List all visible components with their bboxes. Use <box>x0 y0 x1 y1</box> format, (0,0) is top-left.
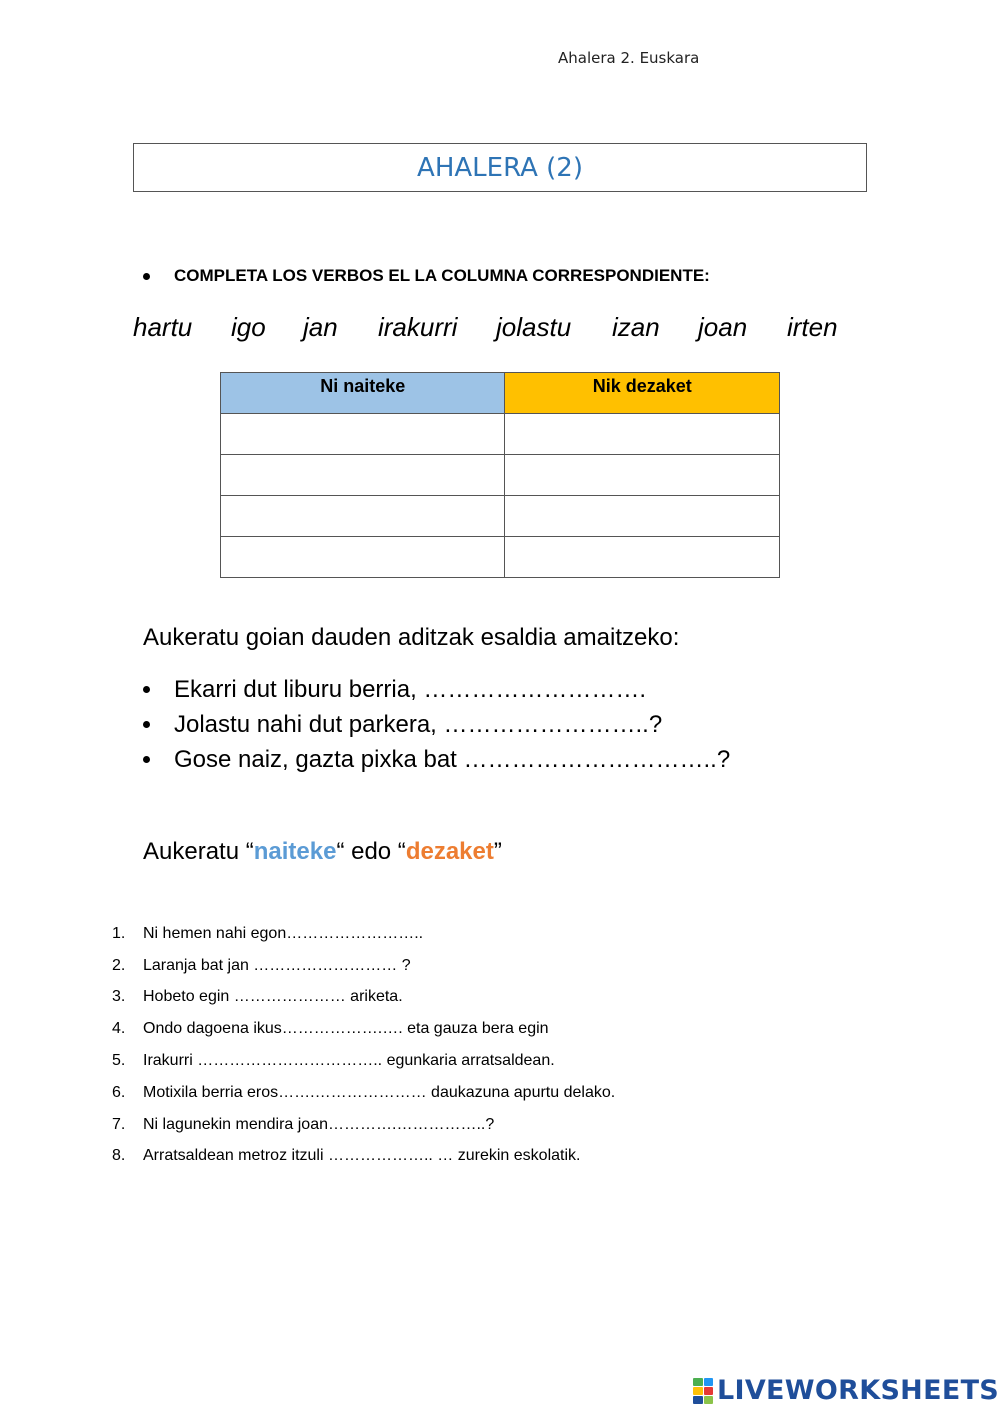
list-item <box>112 918 615 950</box>
verb-word[interactable]: hartu <box>133 312 193 342</box>
drop-cell-naiteke[interactable] <box>221 455 505 496</box>
highlight-dezaket: dezaket <box>405 838 494 865</box>
drop-cell-naiteke[interactable] <box>221 496 505 537</box>
item-number: 1. <box>112 924 126 942</box>
list-item <box>112 1045 615 1077</box>
item-number: 8. <box>112 1147 126 1165</box>
verb-word[interactable]: joan <box>698 312 748 342</box>
logo-icon <box>693 1378 713 1404</box>
sentence-text[interactable]: Gose naiz, gazta pixka bat …………………………..? <box>174 745 731 773</box>
drop-cell-dezaket[interactable] <box>505 455 780 496</box>
brand-name: LIVEWORKSHEETS <box>717 1375 1000 1406</box>
item-number: 3. <box>112 988 126 1006</box>
exercise-text[interactable]: Laranja bat jan ……………………… ? <box>143 956 411 974</box>
list-item <box>112 1013 615 1045</box>
drop-cell-dezaket[interactable] <box>505 537 780 578</box>
title-box <box>133 143 867 192</box>
verb-word[interactable]: irakurri <box>378 312 458 342</box>
drop-cell-dezaket[interactable] <box>505 414 780 455</box>
list-item <box>143 672 730 707</box>
verb-sort-table <box>220 372 780 578</box>
exercise-list <box>112 918 615 1172</box>
verb-word[interactable]: irten <box>787 312 838 342</box>
verb-word[interactable]: izan <box>612 312 660 342</box>
list-item <box>112 1077 615 1109</box>
exercise-text[interactable]: Hobeto egin ………………… ariketa. <box>143 988 403 1006</box>
exercise-text[interactable]: Motixila berria eros…….………………… daukazuna apurtu delako. <box>143 1083 616 1101</box>
page-title: AHALERA (2) <box>417 152 583 183</box>
liveworksheets-logo <box>693 1375 999 1406</box>
verb-word[interactable]: jan <box>303 312 338 342</box>
bullet-icon <box>143 756 150 763</box>
drop-cell-naiteke[interactable] <box>221 537 505 578</box>
bullet-icon <box>143 721 150 728</box>
exercise-text[interactable]: Ni hemen nahi egon…………………….. <box>143 924 424 942</box>
section2-prefix: Aukeratu “ <box>143 838 254 865</box>
verb-word[interactable]: jolastu <box>496 312 572 342</box>
section2-heading <box>143 838 502 866</box>
bullet-icon <box>143 273 150 280</box>
highlight-naiteke: naiteke <box>253 838 337 865</box>
section2-middle: “ edo “ <box>336 838 406 865</box>
exercise-text[interactable]: Ondo dagoena ikus……………….…. eta gauza bera egin <box>143 1020 549 1038</box>
drop-cell-naiteke[interactable] <box>221 414 505 455</box>
sentence-text[interactable]: Ekarri dut liburu berria, ………………………. <box>174 675 647 703</box>
item-number: 5. <box>112 1052 126 1070</box>
list-item <box>112 982 615 1014</box>
column-header-naiteke: Ni naiteke <box>221 373 505 414</box>
list-item <box>112 1141 615 1173</box>
exercise-text[interactable]: Irakurri …………………………….. egunkaria arratsaldean. <box>143 1052 555 1070</box>
sentence-list <box>143 672 730 777</box>
section1-heading: Aukeratu goian dauden aditzak esaldia amaitzeko: <box>143 624 680 651</box>
exercise-text[interactable]: Arratsaldean metroz itzuli ……………….. … zurekin eskolatik. <box>143 1147 581 1165</box>
sentence-text[interactable]: Jolastu nahi dut parkera, ……………………..? <box>174 710 663 738</box>
instruction <box>143 266 710 286</box>
drop-cell-dezaket[interactable] <box>505 496 780 537</box>
column-header-dezaket: Nik dezaket <box>505 373 780 414</box>
list-item <box>143 742 730 777</box>
bullet-icon <box>143 686 150 693</box>
instruction-text: COMPLETA LOS VERBOS EL LA COLUMNA CORRESPONDIENTE: <box>174 266 710 285</box>
exercise-text[interactable]: Ni lagunekin mendira joan………….……………..? <box>143 1115 495 1133</box>
item-number: 6. <box>112 1083 126 1101</box>
item-number: 4. <box>112 1020 126 1038</box>
list-item <box>143 707 730 742</box>
section2-suffix: ” <box>493 838 502 865</box>
header-note: Ahalera 2. Euskara <box>558 49 700 67</box>
list-item <box>112 1109 615 1141</box>
item-number: 7. <box>112 1115 126 1133</box>
verb-word[interactable]: igo <box>231 312 266 342</box>
item-number: 2. <box>112 956 126 974</box>
list-item <box>112 950 615 982</box>
